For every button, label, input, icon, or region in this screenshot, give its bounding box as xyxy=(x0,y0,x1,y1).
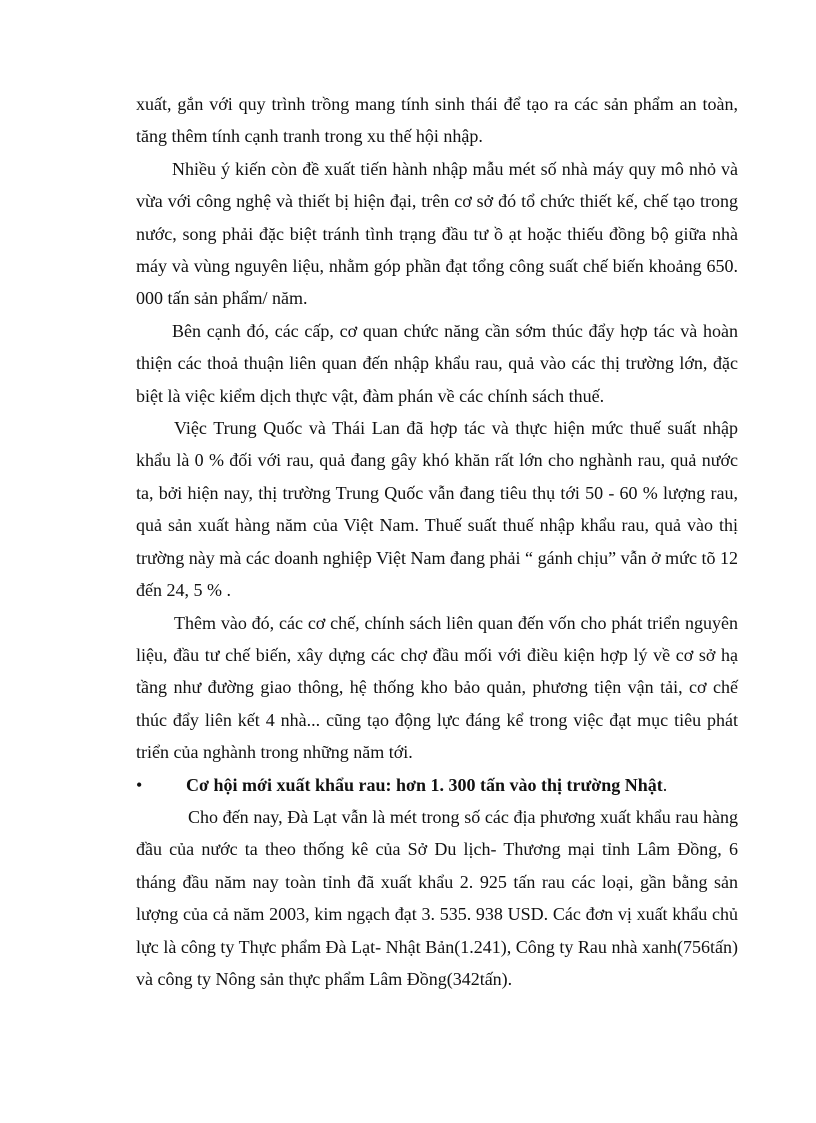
paragraph-dalat-exports: Cho đến nay, Đà Lạt vẫn là mét trong số các địa phương xuất khẩu rau hàng đầu của nước ta theo thống kê của Sở Du lịch- Thương mại tỉnh Lâm Đồng, 6 tháng đầu năm nay toàn tỉnh đã xuất khẩu 2. 925 tấn rau các loại, gần bằng sản lượng của cả năm 2003, kim ngạch đạt 3. 535. 938 USD. Các đơn vị xuất khẩu chủ lực là công ty Thực phẩm Đà Lạt- Nhật Bản(1.241), Công ty Rau nhà xanh(756tấn) và công ty Nông sản thực phẩm Lâm Đồng(342tấn). xyxy=(136,806,738,989)
paragraph-continuation: xuất, gắn với quy trình trồng mang tính sinh thái để tạo ra các sản phẩm an toàn, tăng thêm tính cạnh tranh trong xu thế hội nhập. xyxy=(136,94,738,147)
bullet-icon: • xyxy=(136,774,143,795)
paragraph-china-thailand-tariff: Việc Trung Quốc và Thái Lan đã hợp tác và thực hiện mức thuế suất nhập khẩu là 0 % đối với rau, quả đang gây khó khăn rất lớn cho nghành rau, quả nước ta, bởi hiện nay, thị trường Trung Quốc vẫn đang tiêu thụ tới 50 - 60 % lượng rau, quả sản xuất hàng năm của Việt Nam. Thuế suất thuế nhập khẩu rau, quả vào thị trường này mà các doanh nghiệp Việt Nam đang phải “ gánh chịu” vẫn ở mức tõ 12 đến 24, 5 % . xyxy=(136,418,738,601)
bullet-heading-text: Cơ hội mới xuất khẩu rau: hơn 1. 300 tấn vào thị trường Nhật xyxy=(186,774,663,795)
bullet-heading-period: . xyxy=(662,774,668,795)
document-page xyxy=(136,88,738,995)
paragraph-factory-proposal: Nhiều ý kiến còn đề xuất tiến hành nhập mẫu mét số nhà máy quy mô nhỏ và vừa với công nghệ và thiết bị hiện đại, trên cơ sở đó tổ chức thiết kế, chế tạo trong nước, song phải đặc biệt tránh tình trạng đầu tư ồ ạt hoặc thiếu đồng bộ giữa nhà máy và vùng nguyên liệu, nhằm góp phần đạt tổng công suất chế biến khoảng 650. 000 tấn sản phẩm/ năm. xyxy=(136,158,738,309)
paragraph-policy-mechanisms: Thêm vào đó, các cơ chế, chính sách liên quan đến vốn cho phát triển nguyên liệu, đầu tư chế biến, xây dựng các chợ đầu mối với điều kiện hợp lý về cơ sở hạ tầng như đường giao thông, hệ thống kho bảo quản, phương tiện vận tải, cơ chế thúc đẩy liên kết 4 nhà... cũng tạo động lực đáng kể trong việc đạt mục tiêu phát triển của nghành trong những năm tới. xyxy=(136,612,738,763)
paragraph-trade-agreements: Bên cạnh đó, các cấp, cơ quan chức năng cần sớm thúc đẩy hợp tác và hoàn thiện các thoả thuận liên quan đến nhập khẩu rau, quả vào các thị trường lớn, đặc biệt là việc kiểm dịch thực vật, đàm phán về các chính sách thuế. xyxy=(136,320,738,406)
bullet-heading xyxy=(136,769,738,801)
